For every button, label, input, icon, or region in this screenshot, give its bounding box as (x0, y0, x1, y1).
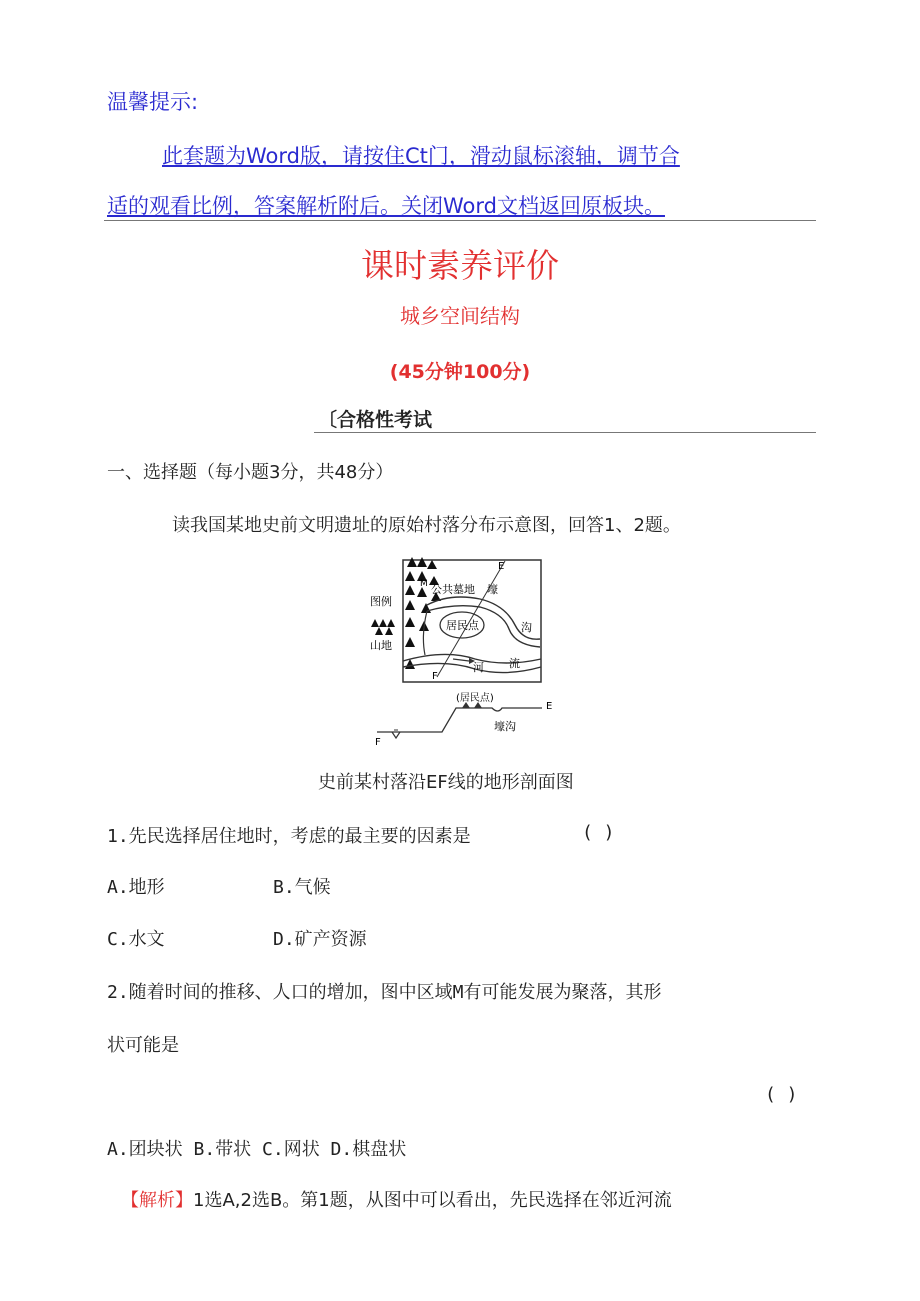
q1-option-d: D.矿产资源 (273, 929, 367, 950)
part-heading: 一、选择题（每小题3分，共48分） (107, 462, 394, 483)
page-title: 课时素养评价 (361, 246, 559, 285)
map-label-f: F (432, 671, 438, 682)
analysis-text: 1选A,2选B。第1题，从图中可以看出，先民选择在邻近河流 (193, 1190, 672, 1211)
mountain-icons (405, 557, 441, 669)
map-label-rang: 壕 (487, 583, 498, 596)
map-label-settlement: 居民点 (446, 619, 479, 632)
tip-label: 温馨提示: (107, 90, 199, 114)
map-label-e: E (498, 561, 505, 572)
figure-caption: 史前某村落沿EF线的地形剖面图 (318, 772, 574, 793)
q1-option-b: B.气候 (273, 877, 331, 898)
section-heading: 〔合格性考试 (318, 409, 433, 431)
q1-option-c: C.水文 (107, 929, 165, 950)
legend-mountain-label: 山地 (370, 639, 392, 652)
profile-label-f: F (375, 737, 381, 748)
legend-mountain-icon (371, 619, 395, 635)
question-intro: 读我国某地史前文明遗址的原始村落分布示意图，回答1、2题。 (172, 515, 681, 536)
tip-divider (104, 220, 816, 221)
q1-stem: 1.先民选择居住地时，考虑的最主要的因素是 (107, 826, 471, 847)
profile-label-e: E (546, 701, 553, 712)
time-score: (45分钟100分) (389, 361, 531, 383)
q2-bracket: ( ) (765, 1084, 798, 1105)
map-label-m: M (420, 579, 428, 589)
village-map (365, 555, 565, 690)
profile-label-settlement: (居民点) (456, 693, 494, 704)
terrain-profile (372, 690, 562, 748)
map-label-cemetery: 公共墓地 (431, 583, 475, 596)
q2-stem-line-1: 2.随着时间的推移、人口的增加，图中区域M有可能发展为聚落，其形 (107, 982, 662, 1003)
section-divider (314, 432, 816, 433)
q1-bracket: ( ) (582, 822, 615, 843)
map-label-liu: 流 (509, 657, 520, 670)
tip-line-1: 此套题为Word版，请按住Ct门，滑动鼠标滚轴，调节合 (162, 144, 680, 168)
tip-line-2: 适的观看比例，答案解析附后。关闭Word文档返回原板块。 (107, 194, 665, 218)
analysis-label: 【解析】 (121, 1190, 193, 1211)
analysis (121, 1186, 672, 1212)
map-label-he: 河 (473, 661, 484, 674)
page-subtitle: 城乡空间结构 (400, 304, 520, 328)
map-label-gou: 沟 (521, 621, 532, 634)
q1-option-a: A.地形 (107, 877, 165, 898)
profile-label-ditch: 壕沟 (494, 720, 516, 733)
q2-stem-line-2: 状可能是 (107, 1035, 179, 1056)
legend-title: 图例 (370, 595, 392, 608)
q2-options: A.团块状 B.带状 C.网状 D.棋盘状 (107, 1139, 407, 1160)
